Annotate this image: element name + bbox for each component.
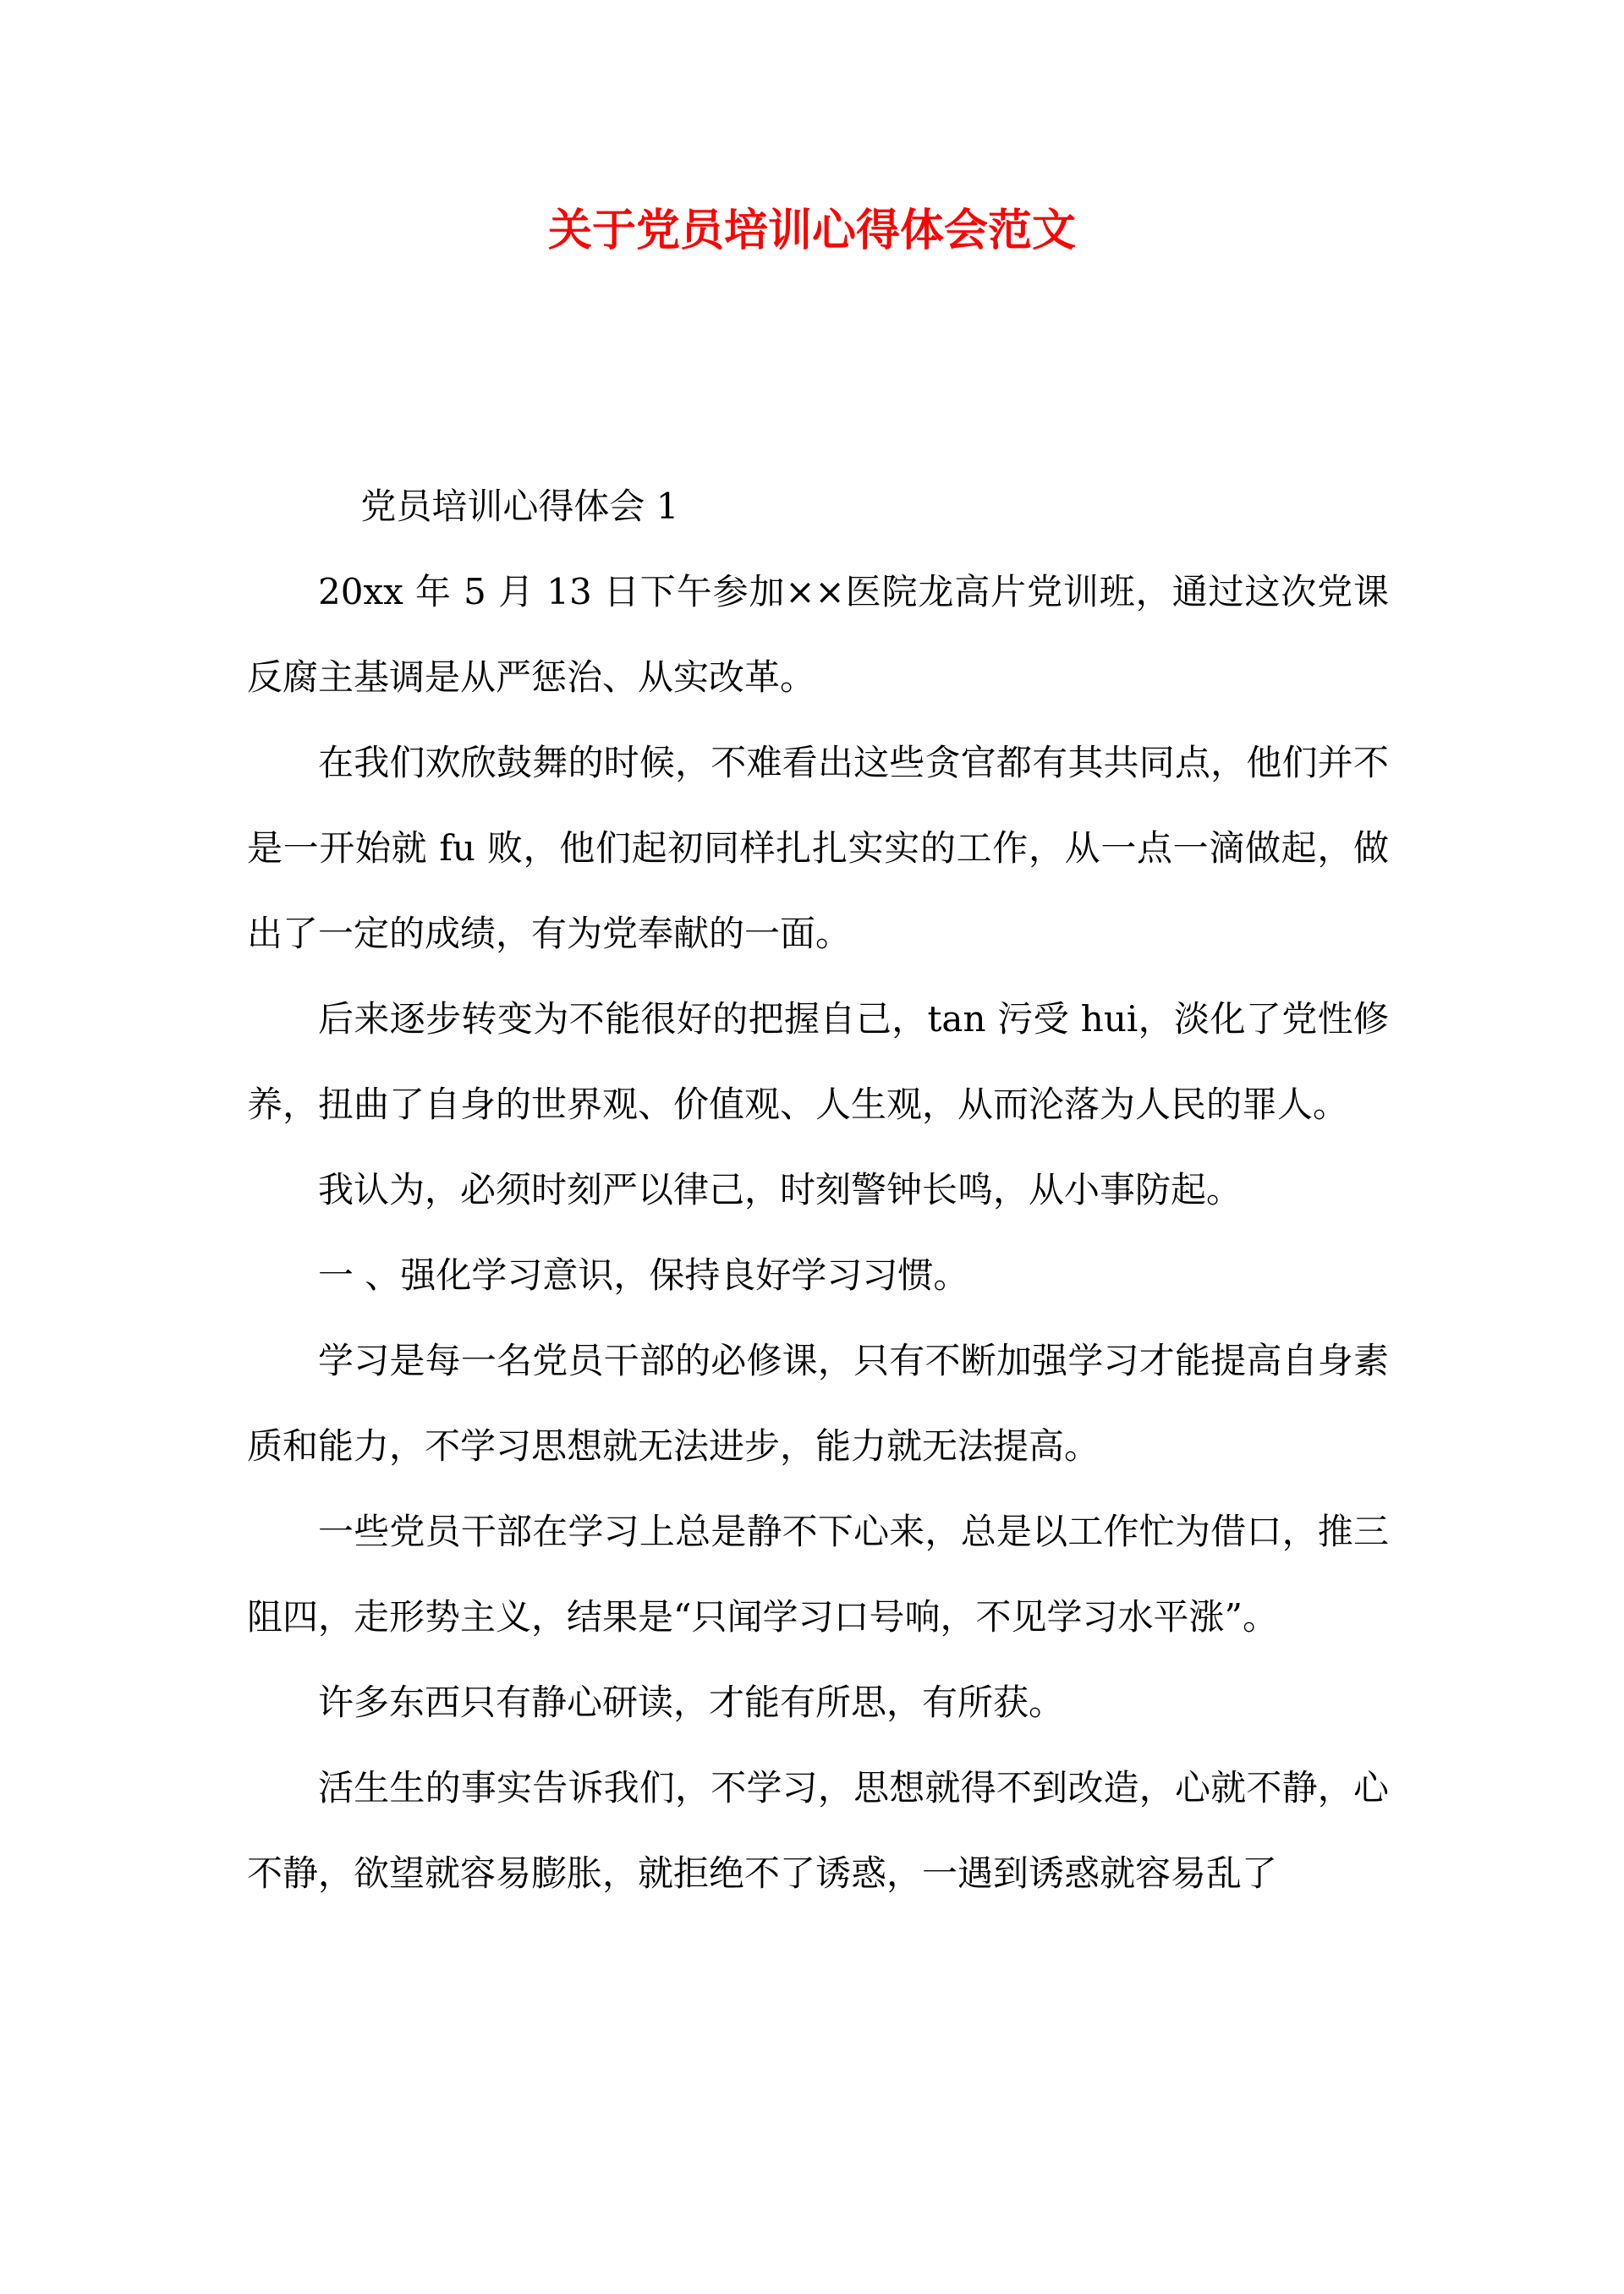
paragraph: 我认为，必须时刻严以律己，时刻警钟长鸣，从小事防起。 xyxy=(318,1169,1243,1210)
paragraph: 学习是每一名党员干部的必修课，只有不断加强学习才能提高自身素质和能力，不学习思想就无法进步，能力就无法提高。 xyxy=(247,1340,1389,1467)
paragraph: 20xx 年 5 月 13 日下午参加××医院龙高片党训班，通过这次党课反腐主基调是从严惩治、从实改革。 xyxy=(247,571,1389,698)
section-heading: 党员培训心得体会 1 xyxy=(360,486,679,527)
paragraph: 活生生的事实告诉我们，不学习，思想就得不到改造，心就不静，心不静，欲望就容易膨胀，就拒绝不了诱惑，一遇到诱惑就容易乱了 xyxy=(247,1767,1389,1894)
document-body xyxy=(247,464,1389,1916)
paragraph: 后来逐步转变为不能很好的把握自己，tan 污受 hui，淡化了党性修养，扭曲了自身的世界观、价值观、人生观，从而沦落为人民的罪人。 xyxy=(247,998,1389,1125)
paragraph: 一些党员干部在学习上总是静不下心来，总是以工作忙为借口，推三阻四，走形势主义，结果是“只闻学习口号响，不见学习水平涨”。 xyxy=(247,1511,1389,1638)
paragraph: 许多东西只有静心研读，才能有所思，有所获。 xyxy=(318,1682,1065,1723)
paragraph: 在我们欢欣鼓舞的时候，不难看出这些贪官都有其共同点，他们并不是一开始就 fu 败，他们起初同样扎扎实实的工作，从一点一滴做起，做出了一定的成绩，有为党奉献的一面。 xyxy=(247,742,1389,954)
document-title: 关于党员培训心得体会范文 xyxy=(547,205,1076,256)
paragraph: 一 、强化学习意识，保持良好学习习惯。 xyxy=(318,1254,969,1296)
